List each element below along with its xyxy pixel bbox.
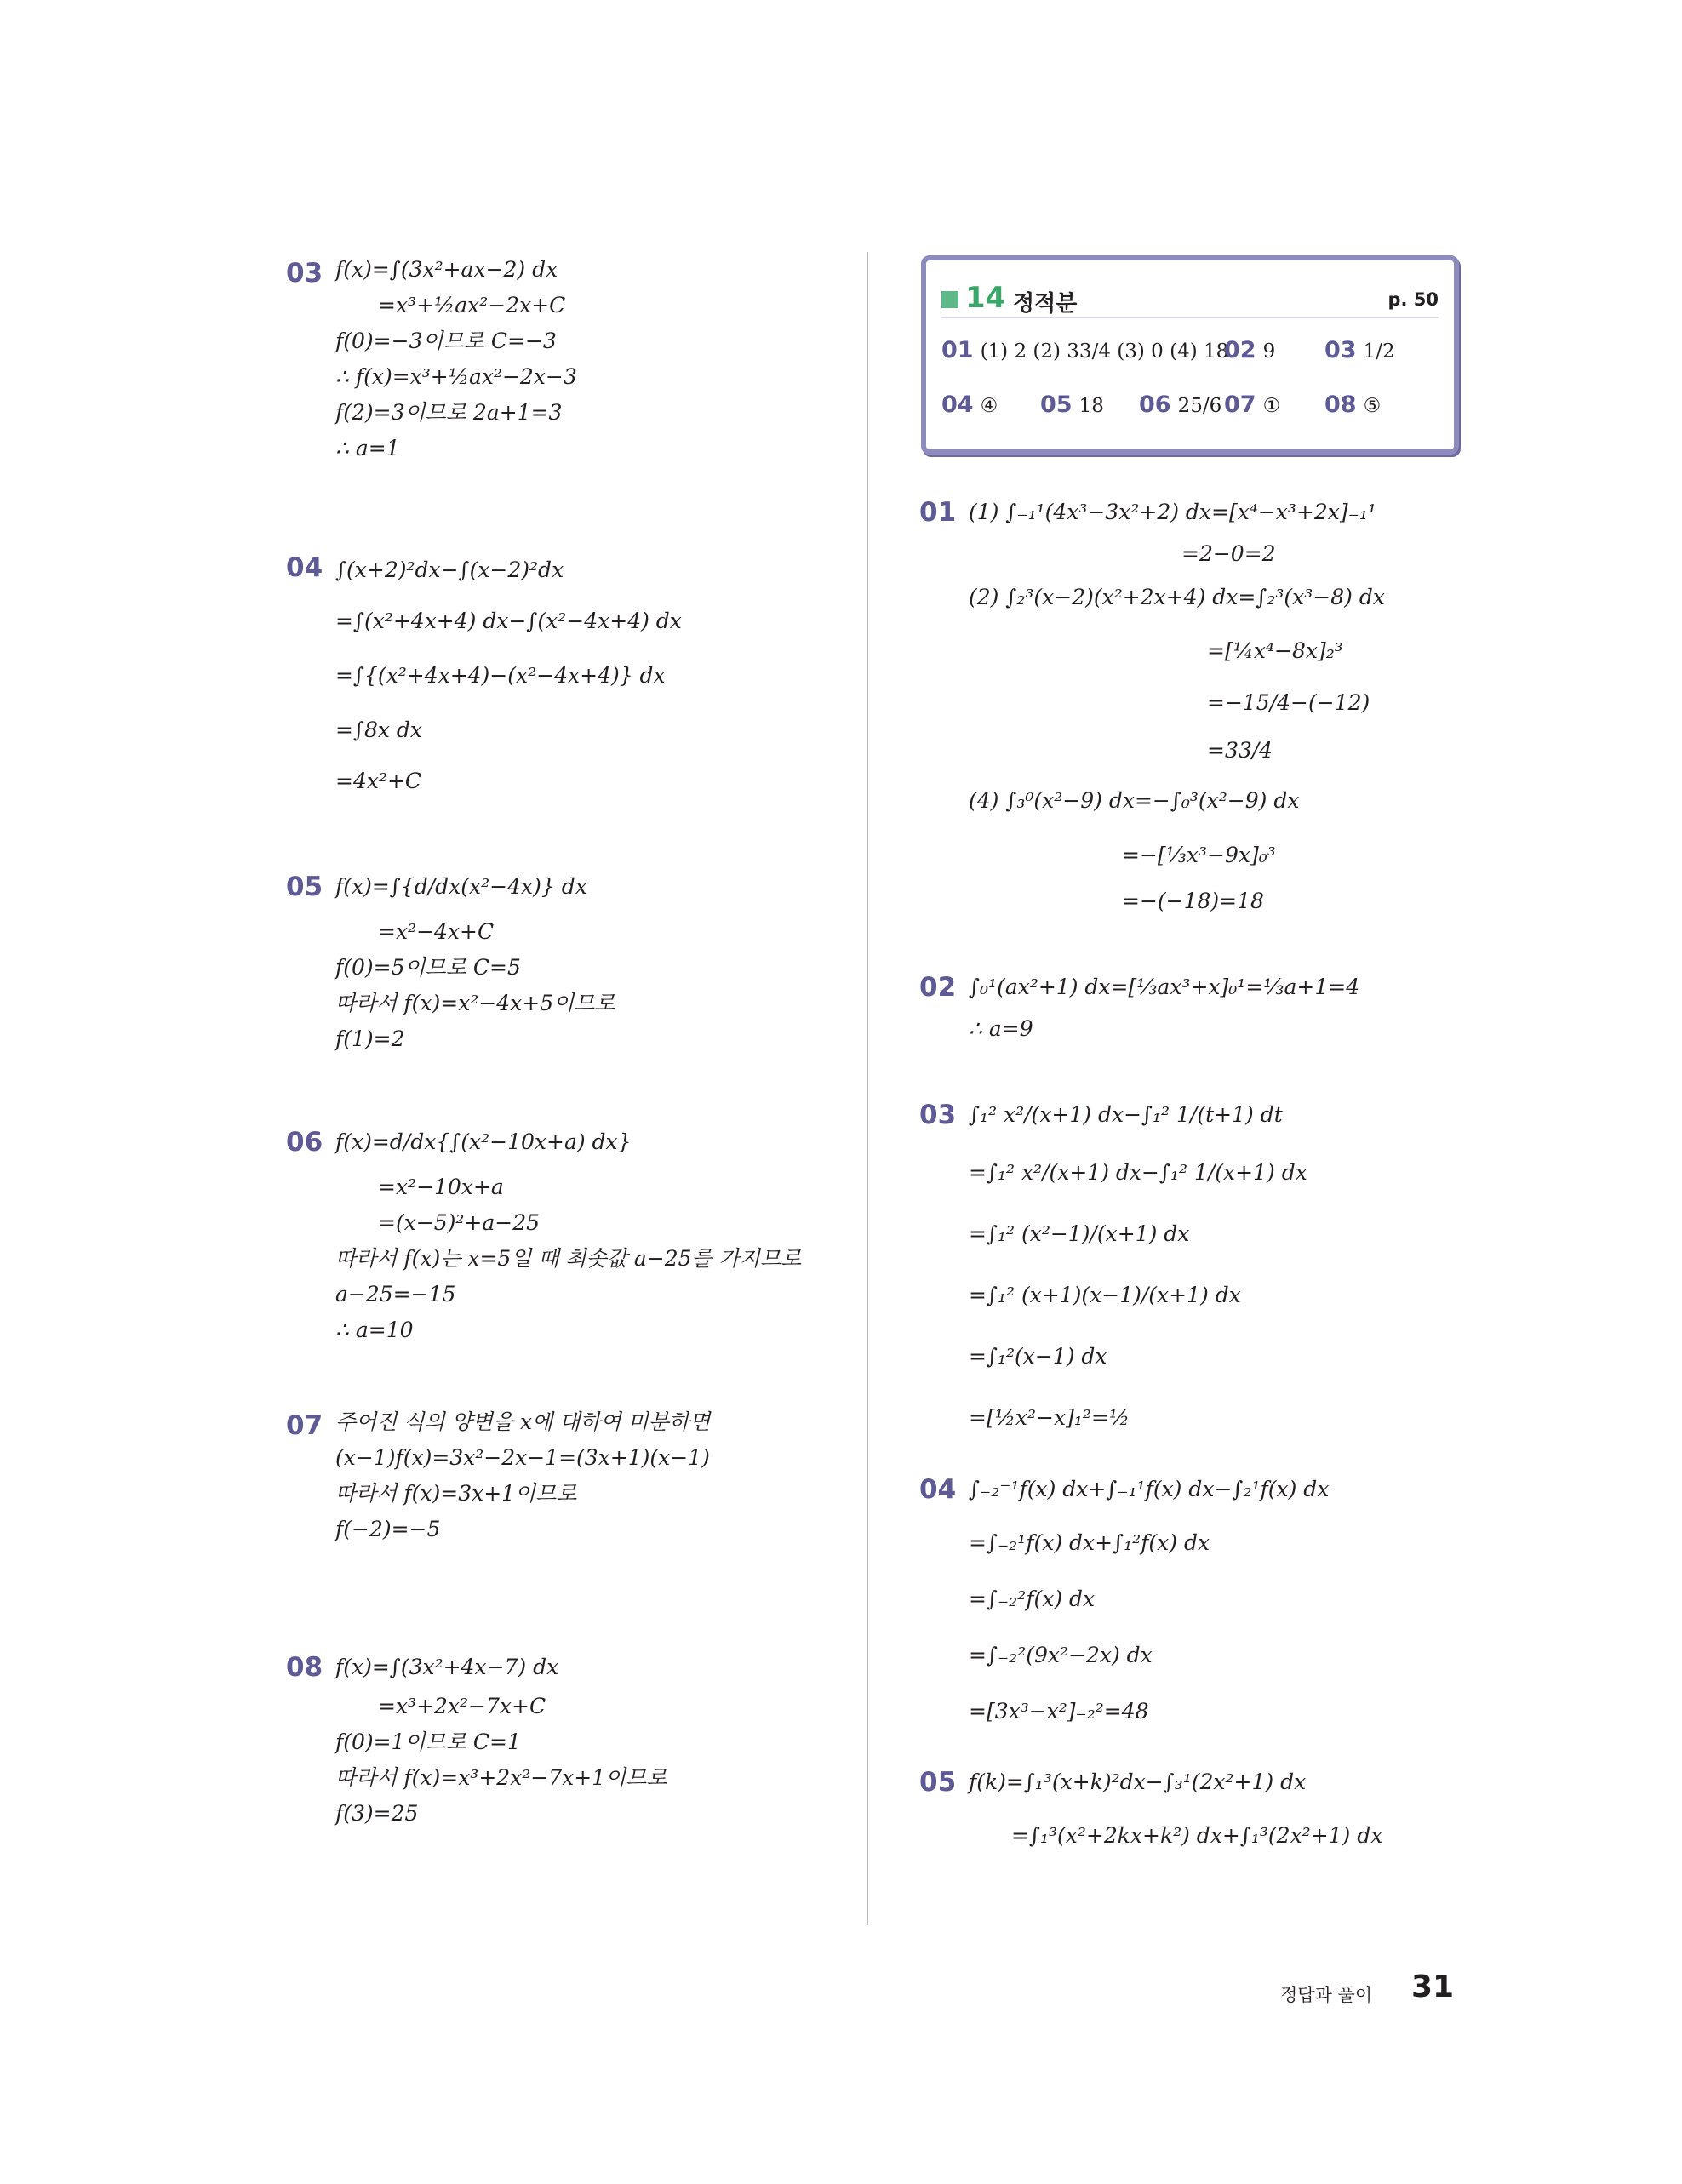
line: =(x−5)²+a−25 [378, 1210, 541, 1235]
line: =∫₋₂²(9x²−2x) dx [969, 1643, 1153, 1667]
line: f(0)=−3이므로 C=−3 [335, 329, 557, 353]
line: 따라서 f(x)=x²−4x+5이므로 [335, 991, 615, 1015]
solution-05-right [919, 1757, 1464, 1867]
chapter-title: 정적분 [1013, 291, 1078, 317]
line: f(k)=∫₁³(x+k)²dx−∫₃¹(2x²+1) dx [969, 1769, 1307, 1794]
line: =x²−4x+C [378, 919, 495, 944]
line: (4) ∫₃⁰(x²−9) dx=−∫₀³(x²−9) dx [969, 788, 1300, 813]
problem-number: 03 [919, 1100, 957, 1130]
line: =∫{(x²+4x+4)−(x²−4x+4)} dx [335, 663, 666, 688]
line: 따라서 f(x)=3x+1이므로 [335, 1481, 577, 1506]
line: =2−0=2 [1181, 541, 1276, 566]
line: ∫₀¹(ax²+1) dx=[⅓ax³+x]₀¹=⅓a+1=4 [969, 975, 1360, 999]
green-square-icon [941, 291, 958, 308]
line: =∫₋₂²f(x) dx [969, 1587, 1096, 1611]
solution-05-left [286, 860, 848, 1051]
right-column [919, 489, 1464, 1867]
line: f(2)=3이므로 2a+1=3 [335, 400, 563, 425]
answer-summary-box [921, 255, 1459, 455]
line: ∫₁² x²/(x+1) dx−∫₁² 1/(t+1) dt [969, 1102, 1283, 1127]
solution-03-right [919, 1088, 1464, 1445]
line: 따라서 f(x)는 x=5일 때 최솟값 a−25를 가지므로 [335, 1246, 802, 1271]
line: ∫(x+2)²dx−∫(x−2)²dx [335, 557, 564, 582]
solution-04-left [286, 546, 848, 793]
problem-number: 04 [286, 552, 323, 583]
solution-02-right [919, 963, 1464, 1049]
problem-number: 03 [286, 258, 323, 289]
line: f(x)=∫(3x²+ax−2) dx [335, 257, 558, 282]
answer-item: 06 25/6 [1139, 392, 1222, 418]
answer-item: 01 (1) 2 (2) 33/4 (3) 0 (4) 18 [941, 337, 1229, 363]
page-reference: p. 50 [1387, 289, 1439, 310]
line: =∫₋₂¹f(x) dx+∫₁²f(x) dx [969, 1530, 1210, 1555]
line: f(1)=2 [335, 1026, 405, 1051]
problem-number: 07 [286, 1410, 323, 1441]
problem-number: 06 [286, 1127, 323, 1158]
chapter-number: 14 [965, 281, 1006, 315]
line: f(3)=25 [335, 1801, 419, 1826]
line: =4x²+C [335, 769, 422, 793]
answer-item: 03 1/2 [1324, 337, 1395, 363]
line: ∴ a=9 [969, 1016, 1033, 1041]
line: =∫₁² x²/(x+1) dx−∫₁² 1/(x+1) dx [969, 1160, 1307, 1185]
answer-item: 02 9 [1224, 337, 1276, 363]
line: =[¼x⁴−8x]₂³ [1207, 638, 1343, 663]
answer-item: 07 ① [1224, 392, 1281, 418]
line: 주어진 식의 양변을 x에 대하여 미분하면 [335, 1409, 711, 1434]
line: f(0)=5이므로 C=5 [335, 955, 521, 980]
problem-number: 08 [286, 1652, 323, 1683]
line: =−[⅓x³−9x]₀³ [1122, 843, 1276, 867]
line: (1) ∫₋₁¹(4x³−3x²+2) dx=[x⁴−x³+2x]₋₁¹ [969, 500, 1376, 524]
line: ∴ a=10 [335, 1318, 414, 1342]
left-column [286, 252, 848, 1842]
line: =∫8x dx [335, 718, 423, 742]
answer-item: 04 ④ [941, 392, 998, 418]
line: =x³+½ax²−2x+C [378, 293, 566, 317]
line: =−(−18)=18 [1122, 889, 1264, 913]
solution-06-left [286, 1115, 848, 1342]
line: =∫₁³(x²+2kx+k²) dx+∫₁³(2x²+1) dx [1011, 1823, 1383, 1848]
line: ∫₋₂⁻¹f(x) dx+∫₋₁¹f(x) dx−∫₂¹f(x) dx [969, 1477, 1330, 1501]
line: =33/4 [1207, 738, 1273, 763]
line: ∴ a=1 [335, 436, 400, 460]
solution-01-right [919, 489, 1464, 948]
line: =∫₁² (x²−1)/(x+1) dx [969, 1221, 1190, 1246]
problem-number: 05 [286, 872, 323, 902]
line: f(0)=1이므로 C=1 [335, 1729, 521, 1754]
page-number: 31 [1411, 1970, 1455, 2004]
solution-08-left [286, 1646, 848, 1842]
line: (2) ∫₂³(x−2)(x²+2x+4) dx=∫₂³(x³−8) dx [969, 585, 1385, 609]
line: =x³+2x²−7x+C [378, 1694, 546, 1718]
line: (x−1)f(x)=3x²−2x−1=(3x+1)(x−1) [335, 1445, 710, 1470]
line: f(x)=∫(3x²+4x−7) dx [335, 1655, 559, 1679]
footer-label: 정답과 풀이 [1280, 1985, 1373, 2005]
line: f(x)=∫{d/dx(x²−4x)} dx [335, 874, 587, 899]
answer-box-header [941, 279, 1439, 318]
line: =[½x²−x]₁²=½ [969, 1405, 1130, 1430]
problem-number: 02 [919, 972, 957, 1003]
line: f(−2)=−5 [335, 1517, 441, 1541]
solution-04-right [919, 1464, 1464, 1745]
problem-number: 05 [919, 1767, 957, 1798]
answer-item: 08 ⑤ [1324, 392, 1382, 418]
line: =[3x³−x²]₋₂²=48 [969, 1699, 1149, 1724]
line: f(x)=d/dx{∫(x²−10x+a) dx} [335, 1129, 632, 1154]
column-divider [867, 252, 868, 1925]
line: =∫₁² (x+1)(x−1)/(x+1) dx [969, 1283, 1241, 1307]
line: a−25=−15 [335, 1282, 456, 1306]
line: =x²−10x+a [378, 1175, 504, 1199]
solution-03-left [286, 252, 848, 460]
line: ∴ f(x)=x³+½ax²−2x−3 [335, 364, 577, 389]
line: =∫(x²+4x+4) dx−∫(x²−4x+4) dx [335, 609, 682, 633]
line: =∫₁²(x−1) dx [969, 1344, 1107, 1369]
line: =−15/4−(−12) [1207, 690, 1370, 715]
problem-number: 04 [919, 1474, 957, 1505]
line: 따라서 f(x)=x³+2x²−7x+1이므로 [335, 1765, 667, 1790]
problem-number: 01 [919, 497, 957, 528]
solution-07-left [286, 1404, 848, 1561]
answer-item: 05 18 [1040, 392, 1104, 418]
